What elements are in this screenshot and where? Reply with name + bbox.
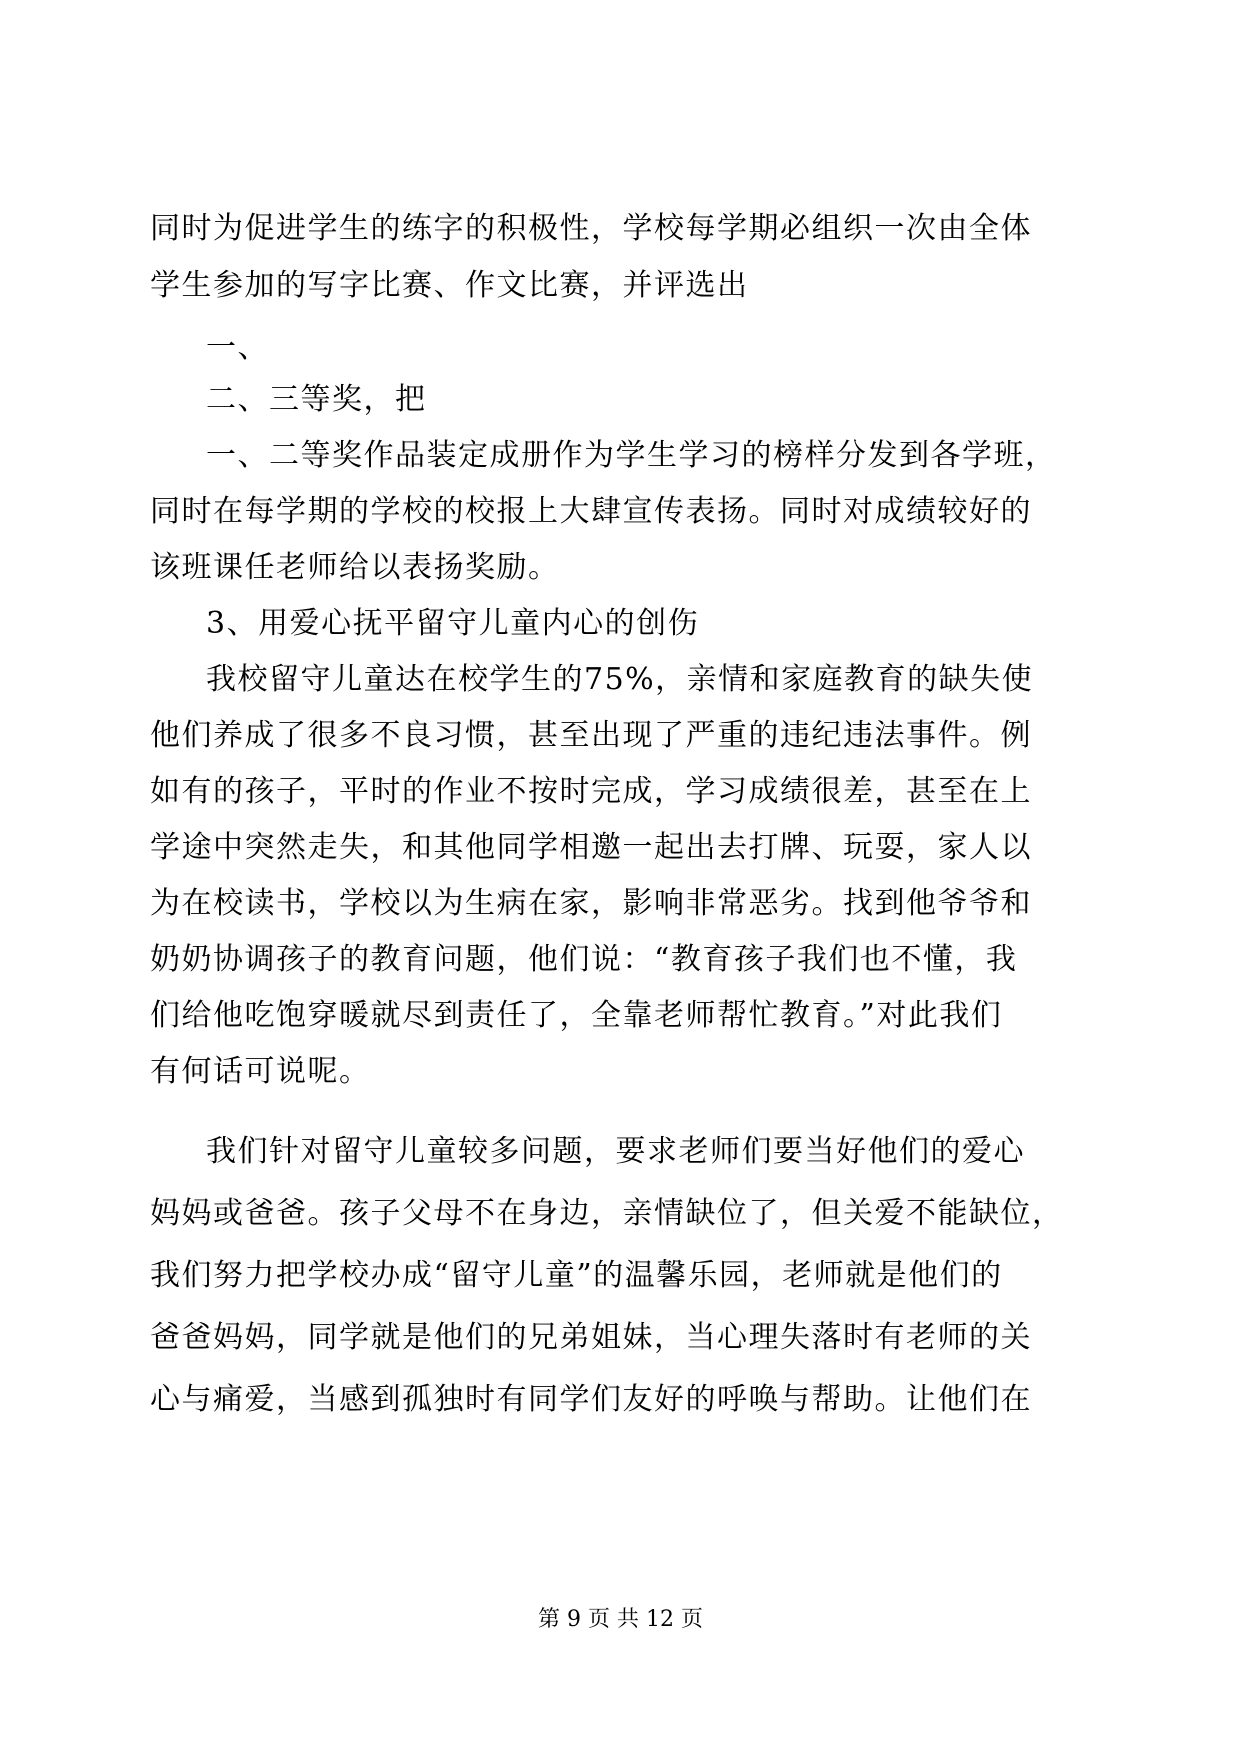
- text-line-content: 奶奶协调孩子的教育问题，他们说：“教育孩子我们也不懂，我: [150, 942, 1018, 977]
- text-line: [0, 1040, 1241, 1104]
- text-line: [0, 760, 1241, 824]
- text-line: [0, 984, 1241, 1048]
- text-line: [0, 816, 1241, 880]
- text-line: [0, 928, 1241, 992]
- text-line-content: 我们针对留守儿童较多问题，要求老师们要当好他们的爱心: [206, 1134, 1025, 1169]
- text-line-content: 如有的孩子，平时的作业不按时完成，学习成绩很差，甚至在上: [150, 774, 1032, 809]
- text-line-content: 有何话可说呢。: [150, 1054, 371, 1089]
- page-footer: 第 9 页 共 12 页: [538, 1607, 703, 1632]
- text-line: [0, 704, 1241, 768]
- text-line-content: 爸爸妈妈，同学就是他们的兄弟姐妹，当心理失落时有老师的关: [150, 1320, 1032, 1355]
- text-line-content: 一、: [206, 330, 269, 365]
- text-line-content: 妈妈或爸爸。孩子父母不在身边，亲情缺位了，但关爱不能缺位，: [150, 1196, 1064, 1231]
- text-line-content: 为在校读书，学校以为生病在家，影响非常恶劣。找到他爷爷和: [150, 886, 1032, 921]
- text-line-content: 该班课任老师给以表扬奖励。: [150, 550, 560, 585]
- text-line: [0, 480, 1241, 544]
- section-heading: 3、用爱心抚平留守儿童内心的创伤: [206, 606, 700, 641]
- text-line: [0, 648, 1241, 712]
- text-line: [0, 1368, 1241, 1432]
- text-line: [0, 1244, 1241, 1308]
- text-line: [0, 1306, 1241, 1370]
- text-line: [0, 1120, 1241, 1184]
- text-line-content: 学生参加的写字比赛、作文比赛，并评选出: [150, 268, 749, 303]
- text-line-content: 一、二等奖作品装定成册作为学生学习的榜样分发到各学班，: [206, 438, 1057, 473]
- text-line: [0, 872, 1241, 936]
- text-line-content: 同时在每学期的学校的校报上大肆宣传表扬。同时对成绩较好的: [150, 494, 1032, 529]
- text-line-content: 心与痛爱，当感到孤独时有同学们友好的呼唤与帮助。让他们在: [150, 1382, 1032, 1417]
- text-line: [0, 1182, 1241, 1246]
- text-line: [0, 368, 1241, 432]
- text-line-content: 我校留守儿童达在校学生的75%，亲情和家庭教育的缺失使: [206, 662, 1034, 697]
- text-line: [0, 197, 1241, 261]
- text-line: [0, 424, 1241, 488]
- text-line-content: 我们努力把学校办成“留守儿童”的温馨乐园，老师就是他们的: [150, 1258, 1003, 1293]
- text-line-content: 二、三等奖，把: [206, 382, 427, 417]
- text-line-content: 们给他吃饱穿暖就尽到责任了，全靠老师帮忙教育。”对此我们: [150, 998, 1003, 1033]
- text-line-content: 同时为促进学生的练字的积极性，学校每学期必组织一次由全体: [150, 211, 1032, 246]
- text-line-content: 学途中突然走失，和其他同学相邀一起出去打牌、玩耍，家人以: [150, 830, 1032, 865]
- text-line: [0, 254, 1241, 318]
- text-line: [0, 592, 1241, 656]
- text-line: [0, 536, 1241, 600]
- text-line-content: 他们养成了很多不良习惯，甚至出现了严重的违纪违法事件。例: [150, 718, 1032, 753]
